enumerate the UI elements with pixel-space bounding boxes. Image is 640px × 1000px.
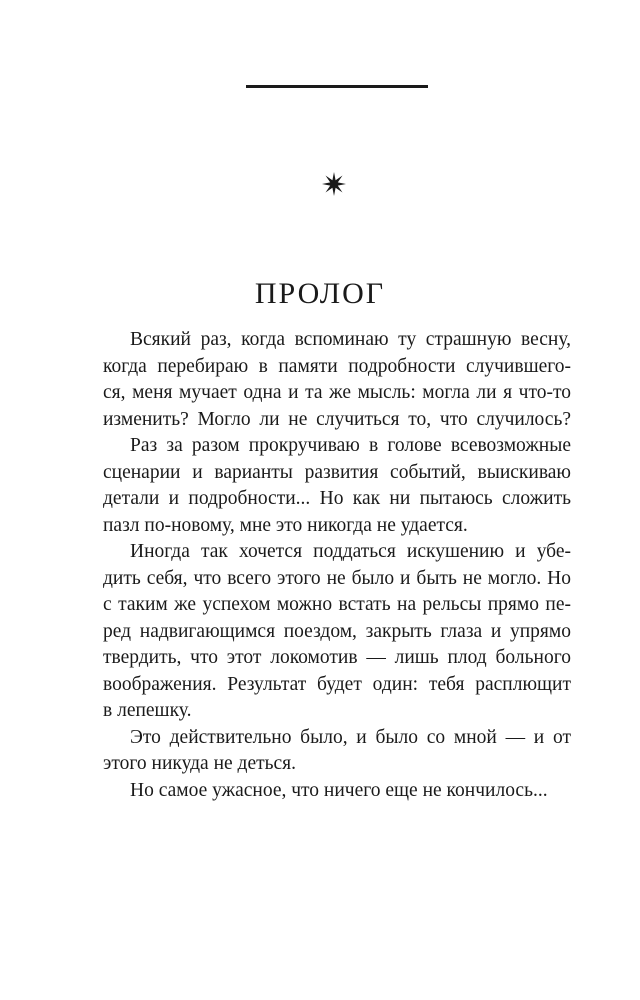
body-text xyxy=(103,327,571,804)
paragraph xyxy=(103,327,571,433)
top-rule-divider xyxy=(246,85,428,88)
text-line: Раз за разом прокручиваю в голове всевозможные xyxy=(130,435,571,456)
paragraph xyxy=(103,778,571,805)
text-line: Но самое ужасное, что ничего еще не кончилось... xyxy=(130,779,548,801)
text-line: ред надвигающимся поездом, закрыть глаза и упрямо xyxy=(103,620,571,642)
text-line: ся, меня мучает одна и та же мысль: могла ли я что-то xyxy=(103,382,571,403)
text-line: Иногда так хочется поддаться искушению и убе- xyxy=(130,541,571,562)
paragraph xyxy=(103,539,571,725)
text-line: Это действительно было, и было со мной — и от xyxy=(130,726,571,748)
text-line: пазл по-новому, мне это никогда не удается. xyxy=(103,514,468,536)
text-line: сценарии и варианты развития событий, выискиваю xyxy=(103,461,571,483)
text-line: Всякий раз, когда вспоминаю ту страшную весну, xyxy=(130,329,571,350)
text-line: этого никуда не деться. xyxy=(103,753,297,774)
text-line: дить себя, что всего этого не было и быть не могло. Но xyxy=(103,567,571,589)
chapter-title: ПРОЛОГ xyxy=(254,277,386,310)
asterisk-star-icon xyxy=(322,172,346,196)
text-line: с таким же успехом можно встать на рельсы прямо пе- xyxy=(103,594,571,615)
text-line: твердить, что этот локомотив — лишь плод больного xyxy=(103,647,571,668)
text-line: изменить? Могло ли не случиться то, что случилось? xyxy=(103,408,571,430)
paragraph xyxy=(103,725,571,778)
text-line: в лепешку. xyxy=(103,700,192,721)
text-line: когда перебираю в памяти подробности случившего- xyxy=(103,355,571,377)
text-line: воображения. Результат будет один: тебя расплющит xyxy=(103,673,571,695)
text-line: детали и подробности... Но как ни пытаюсь сложить xyxy=(103,488,571,509)
paragraph xyxy=(103,433,571,539)
